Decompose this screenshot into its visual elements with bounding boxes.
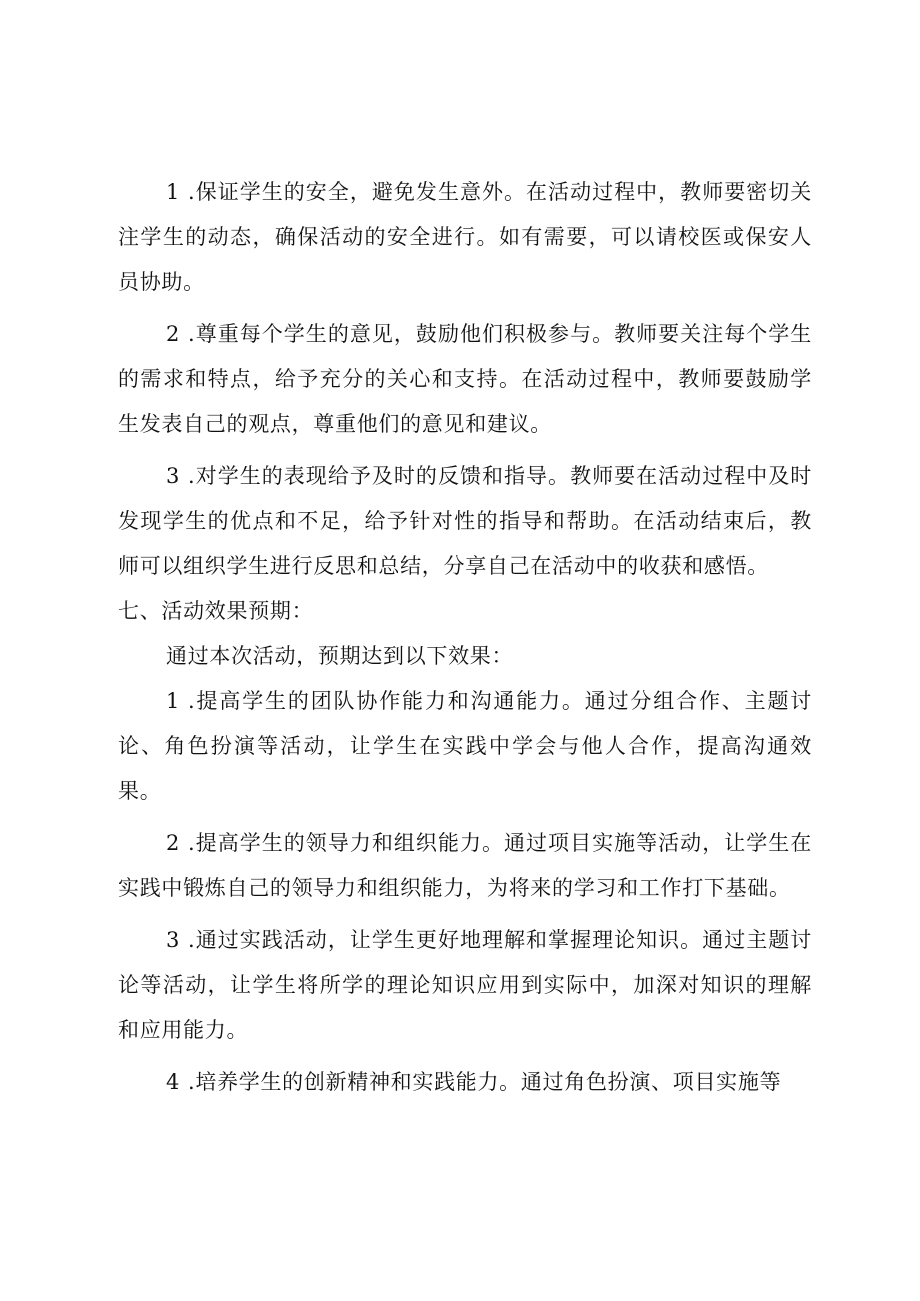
paragraph-number: 3 xyxy=(166,464,181,488)
paragraph-number: 3 xyxy=(166,928,181,952)
effect-2 xyxy=(118,821,812,911)
paragraph-text: .对学生的表现给予及时的反馈和指导。教师要在活动过程中及时发现学生的优点和不足，给予针对性的指导和帮助。在活动结束后，教师可以组织学生进行反思和总结，分享自己在活动中的收获和感悟。 xyxy=(118,464,812,578)
paragraph-2 xyxy=(118,312,812,447)
paragraph-text: .保证学生的安全，避免发生意外。在活动过程中，教师要密切关注学生的动态，确保活动的安全进行。如有需要，可以请校医或保安人员协助。 xyxy=(118,180,812,294)
paragraph-1 xyxy=(118,170,812,305)
paragraph-number: 2 xyxy=(166,831,181,855)
document-body xyxy=(118,170,812,1105)
paragraph-number: 4 xyxy=(166,1070,181,1094)
paragraph-number: 1 xyxy=(166,689,181,713)
paragraph-text: .提高学生的团队协作能力和沟通能力。通过分组合作、主题讨论、角色扮演等活动，让学生在实践中学会与他人合作，提高沟通效果。 xyxy=(118,689,812,803)
paragraph-text: .提高学生的领导力和组织能力。通过项目实施等活动，让学生在实践中锻炼自己的领导力和组织能力，为将来的学习和工作打下基础。 xyxy=(118,831,812,900)
paragraph-text: .通过实践活动，让学生更好地理解和掌握理论知识。通过主题讨论等活动，让学生将所学的理论知识应用到实际中，加深对知识的理解和应用能力。 xyxy=(118,928,812,1042)
paragraph-number: 2 xyxy=(166,322,181,346)
effect-3 xyxy=(118,918,812,1053)
intro-paragraph: 通过本次活动，预期达到以下效果： xyxy=(166,644,514,668)
paragraph-3 xyxy=(118,454,812,589)
section-heading: 七、活动效果预期： xyxy=(118,599,314,623)
paragraph-number: 1 xyxy=(166,180,181,204)
paragraph-text: .尊重每个学生的意见，鼓励他们积极参与。教师要关注每个学生的需求和特点，给予充分的关心和支持。在活动过程中，教师要鼓励学生发表自己的观点，尊重他们的意见和建议。 xyxy=(118,322,812,436)
effect-1 xyxy=(118,679,812,814)
paragraph-text: .培养学生的创新精神和实践能力。通过角色扮演、项目实施等 xyxy=(188,1070,782,1094)
effect-4 xyxy=(118,1060,812,1105)
